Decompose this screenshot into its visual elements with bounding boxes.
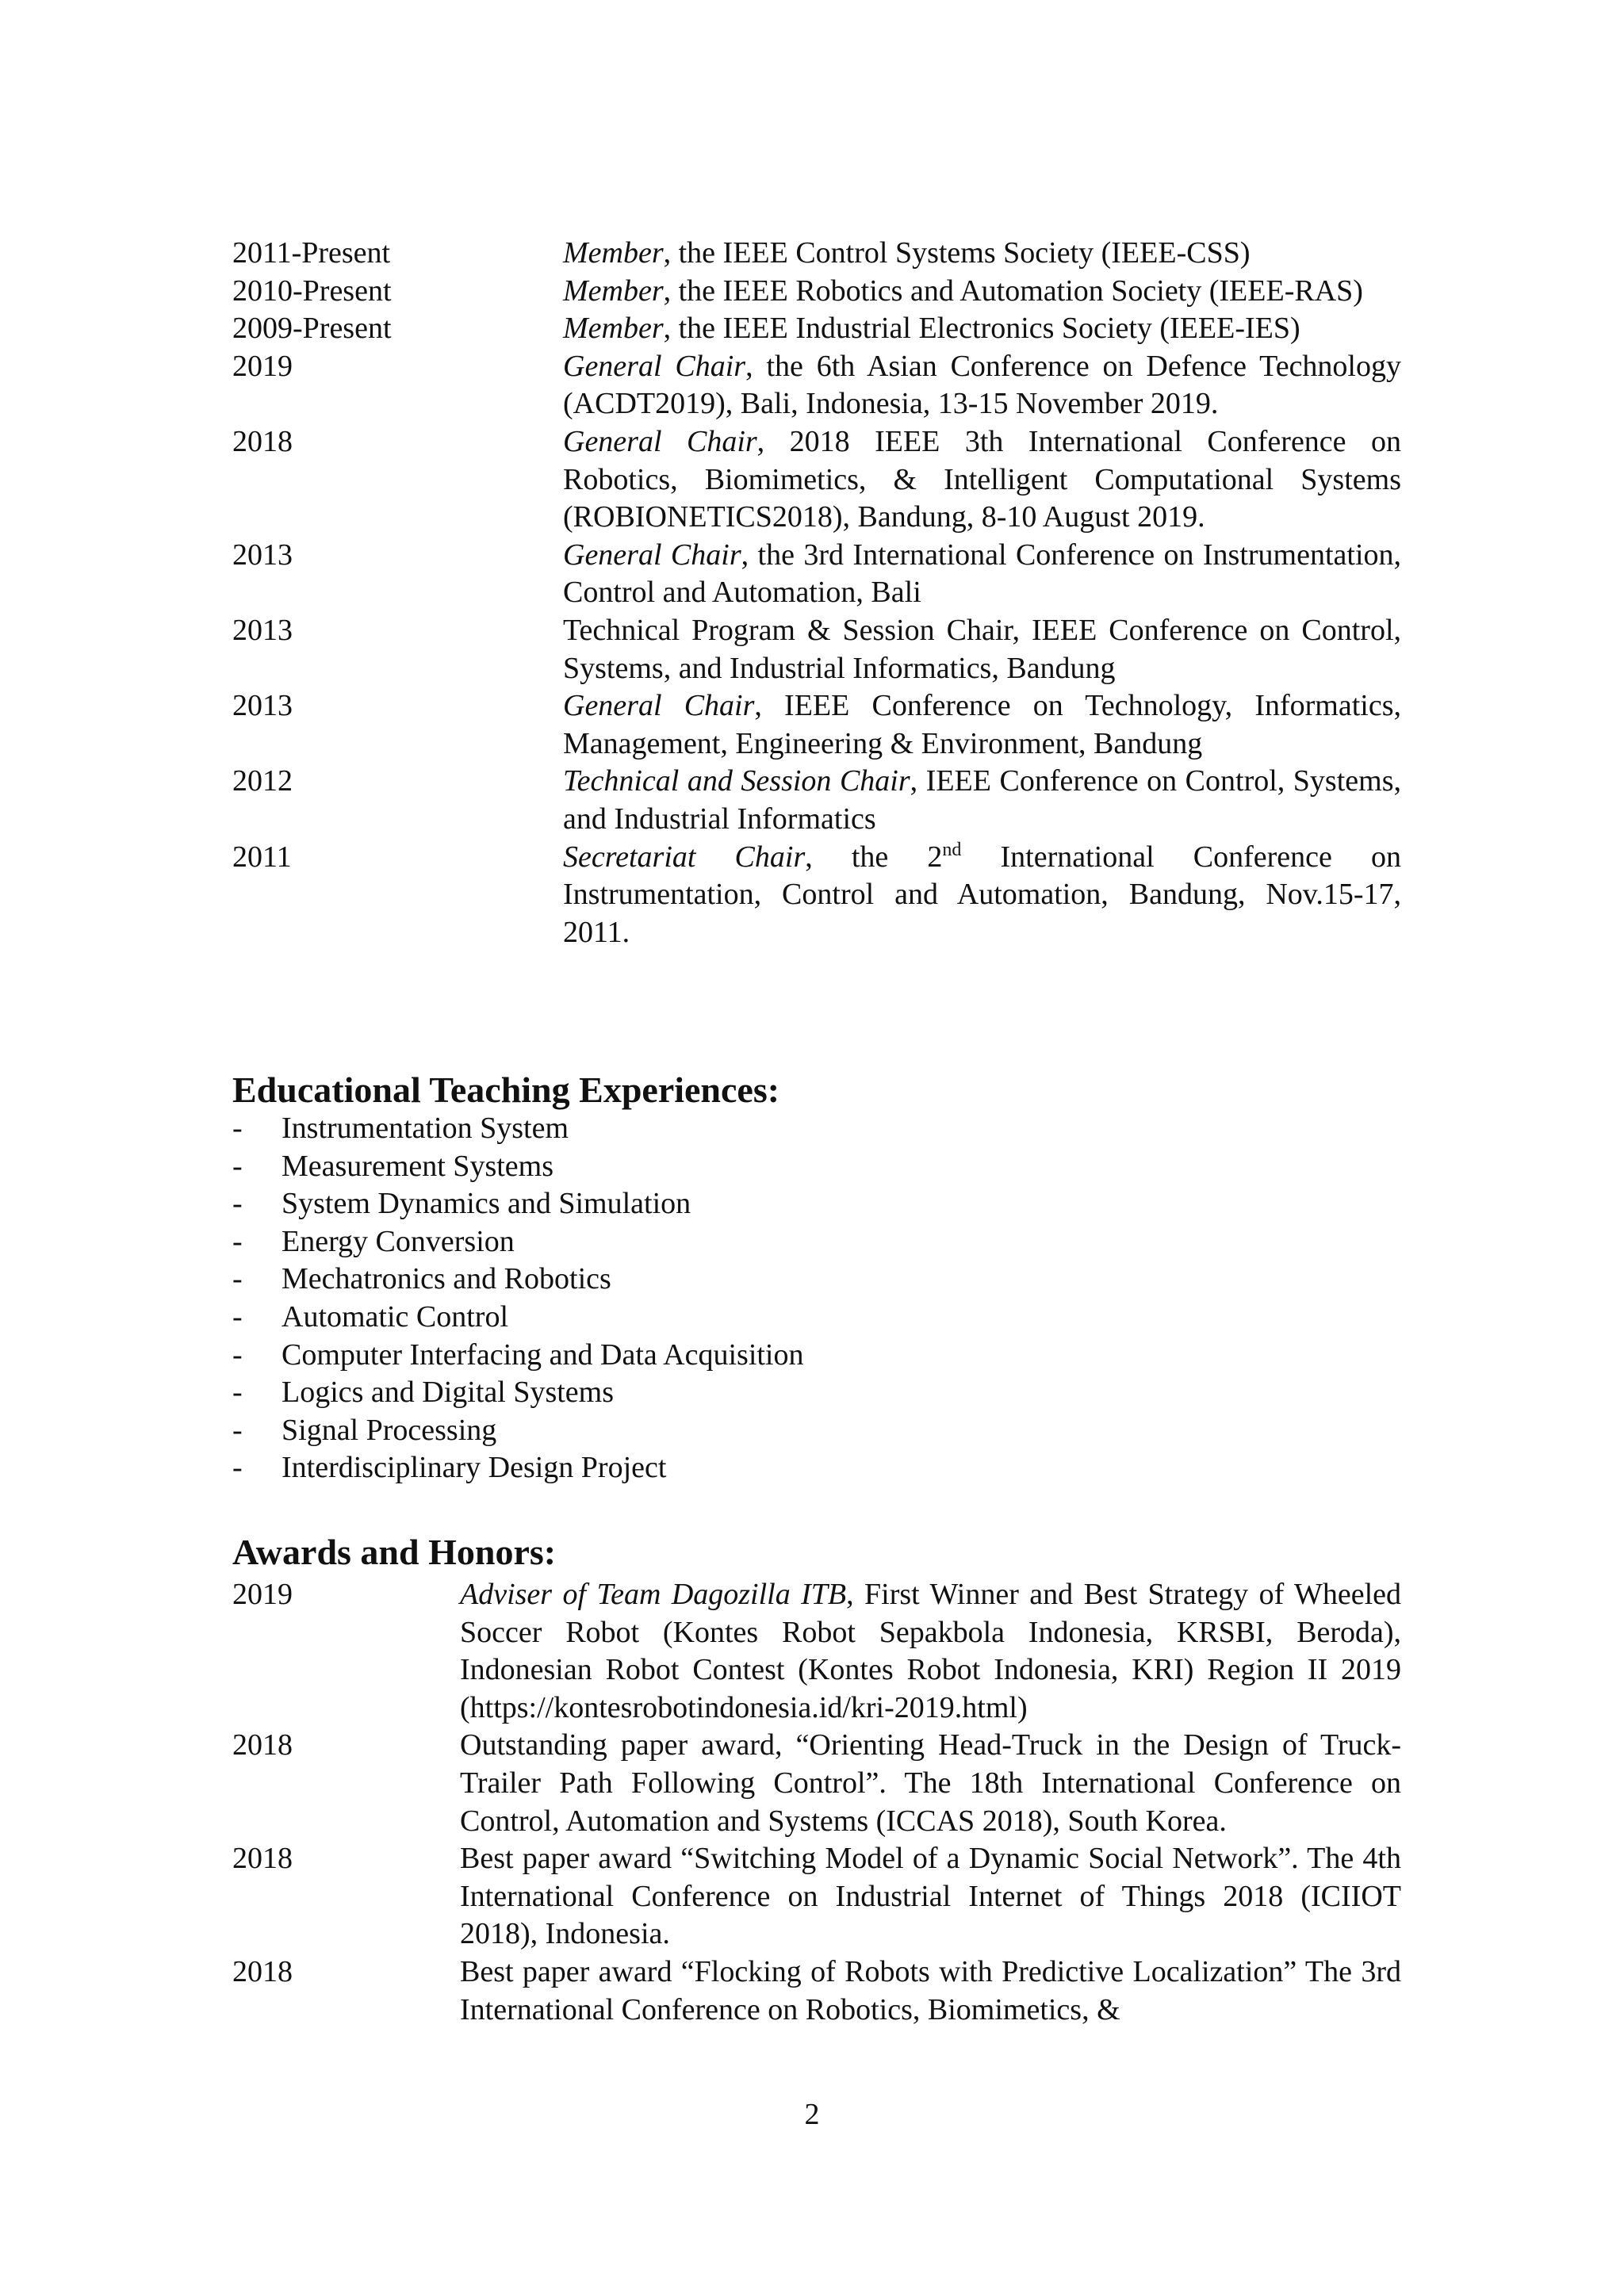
course-name: Computer Interfacing and Data Acquisition (282, 1337, 804, 1372)
award-year: 2018 (232, 1842, 293, 1876)
activity-row (232, 687, 1401, 763)
course-name: Instrumentation System (282, 1112, 569, 1145)
ordinal-superscript: nd (942, 839, 962, 860)
activities-list (232, 235, 1401, 951)
activity-description (563, 763, 1401, 838)
activity-role: Secretariat Chair (563, 840, 806, 874)
award-text: Best paper award “Flocking of Robots with Predictive Localization” The 3rd International Conference on Robotics, Biomimetics, & (460, 1954, 1401, 2026)
award-row (232, 1576, 1401, 1727)
activity-row (232, 235, 1401, 273)
award-description (460, 1727, 1401, 1840)
activity-year: 2012 (232, 764, 293, 798)
activity-year: 2018 (232, 424, 293, 458)
activity-row (232, 423, 1401, 537)
activity-description (563, 235, 1401, 273)
list-bullet: - (232, 1337, 243, 1372)
activity-description (563, 687, 1401, 763)
activity-role: Member (563, 312, 664, 346)
course-name: Logics and Digital Systems (282, 1376, 615, 1410)
course-name: Interdisciplinary Design Project (282, 1451, 667, 1485)
award-text: , First Winner and Best Strategy of Wheeled Soccer Robot (Kontes Robot Sepakbola Indonesia, KRSBI, Beroda), Indonesian Robot Contest (Kontes Robot Indonesia, KRI) Region II 2019 (https://kontesrobotindonesia.id/kri-2019.html) (460, 1578, 1401, 1724)
activity-role: General Chair (563, 538, 741, 572)
teaching-list (232, 1110, 804, 1487)
award-row (232, 1840, 1401, 1954)
list-item (232, 1110, 804, 1148)
award-text: Best paper award “Switching Model of a Dynamic Social Network”. The 4th International Conference on Industrial Internet of Things 2018 (ICIIOT 2018), Indonesia. (460, 1842, 1401, 1951)
course-name: Measurement Systems (282, 1149, 554, 1183)
award-description (460, 1954, 1401, 2029)
list-bullet: - (232, 1451, 243, 1485)
course-name: Signal Processing (282, 1413, 497, 1447)
activity-year: 2013 (232, 689, 293, 723)
activity-row (232, 273, 1401, 311)
activity-year: 2009-Present (232, 312, 392, 346)
course-name: Energy Conversion (282, 1224, 515, 1258)
activity-text: International Conference on Instrumentation, Control and Automation, Bandung, Nov.15-17, 2011. (563, 840, 1401, 949)
activity-role: Member (563, 274, 664, 308)
list-bullet: - (232, 1299, 243, 1334)
list-bullet: - (232, 1413, 243, 1447)
list-bullet: - (232, 1149, 243, 1183)
award-year: 2018 (232, 1954, 293, 1988)
list-bullet: - (232, 1224, 243, 1258)
awards-list (232, 1576, 1401, 2029)
activity-description (563, 348, 1401, 423)
list-bullet: - (232, 1262, 243, 1296)
activity-year: 2010-Present (232, 274, 392, 308)
list-item (232, 1223, 804, 1261)
activity-description (563, 537, 1401, 612)
activity-text: , the IEEE Robotics and Automation Society (IEEE-RAS) (663, 274, 1363, 308)
activity-description (563, 273, 1401, 311)
award-row (232, 1954, 1401, 2029)
list-item (232, 1261, 804, 1299)
list-bullet: - (232, 1112, 243, 1145)
course-name: Mechatronics and Robotics (282, 1262, 611, 1296)
list-item (232, 1374, 804, 1412)
activity-text: , the 6th Asian Conference on Defence Technology (ACDT2019), Bali, Indonesia, 13-15 November 2019. (563, 349, 1401, 421)
list-item (232, 1148, 804, 1186)
activity-description (563, 310, 1401, 348)
list-item (232, 1412, 804, 1450)
course-name: System Dynamics and Simulation (282, 1187, 691, 1221)
activity-year: 2011 (232, 840, 292, 874)
list-item (232, 1449, 804, 1487)
activity-description (563, 423, 1401, 537)
activity-text: , the IEEE Control Systems Society (IEEE-CSS) (663, 236, 1251, 270)
activity-description (563, 839, 1401, 952)
activity-role: General Chair (563, 349, 746, 383)
activity-row (232, 348, 1401, 423)
activity-year: 2019 (232, 349, 293, 383)
list-bullet: - (232, 1187, 243, 1221)
award-year: 2019 (232, 1578, 293, 1611)
activity-row (232, 537, 1401, 612)
activity-text: Technical Program & Session Chair, IEEE Conference on Control, Systems, and Industrial Informatics, Bandung (563, 613, 1401, 685)
activity-role: General Chair (563, 689, 755, 723)
activity-year: 2013 (232, 613, 293, 647)
activity-text: , the IEEE Industrial Electronics Society (IEEE-IES) (663, 312, 1300, 346)
activity-row (232, 612, 1401, 687)
awards-section-title: Awards and Honors: (232, 1532, 557, 1572)
activity-text: , the 3rd International Conference on Instrumentation, Control and Automation, Bali (563, 538, 1402, 610)
award-description (460, 1840, 1401, 1954)
activity-role: Member (563, 236, 664, 270)
activity-text: , IEEE Conference on Technology, Informatics, Management, Engineering & Environment, Bandung (563, 689, 1401, 760)
award-year: 2018 (232, 1728, 293, 1762)
list-bullet: - (232, 1376, 243, 1410)
page-number: 2 (804, 2098, 820, 2131)
course-name: Automatic Control (282, 1299, 509, 1334)
teaching-section-title: Educational Teaching Experiences: (232, 1070, 780, 1110)
list-item (232, 1337, 804, 1375)
activity-row (232, 310, 1401, 348)
list-item (232, 1185, 804, 1223)
activity-text: , IEEE Conference on Control, Systems, and Industrial Informatics (563, 764, 1401, 836)
activity-year: 2013 (232, 538, 293, 572)
activity-description (563, 612, 1401, 687)
activity-row (232, 763, 1401, 838)
list-item (232, 1299, 804, 1337)
activity-row (232, 839, 1401, 952)
award-row (232, 1727, 1401, 1840)
award-description (460, 1576, 1401, 1727)
activity-role: Technical and Session Chair (563, 764, 910, 798)
activity-text-before-superscript: , the 2 (805, 840, 943, 874)
award-role: Adviser of Team Dagozilla ITB (460, 1578, 847, 1611)
activity-year: 2011-Present (232, 236, 391, 270)
award-text: Outstanding paper award, “Orienting Head-Truck in the Design of Truck-Trailer Path Following Control”. The 18th International Conference on Control, Automation and Systems (ICCAS 2018), South Korea. (460, 1728, 1401, 1838)
activity-role: General Chair (563, 424, 757, 458)
activity-text: , 2018 IEEE 3th International Conference on Robotics, Biomimetics, & Intelligent Computational Systems (ROBIONETICS2018), Bandung, 8-10 August 2019. (563, 424, 1401, 534)
